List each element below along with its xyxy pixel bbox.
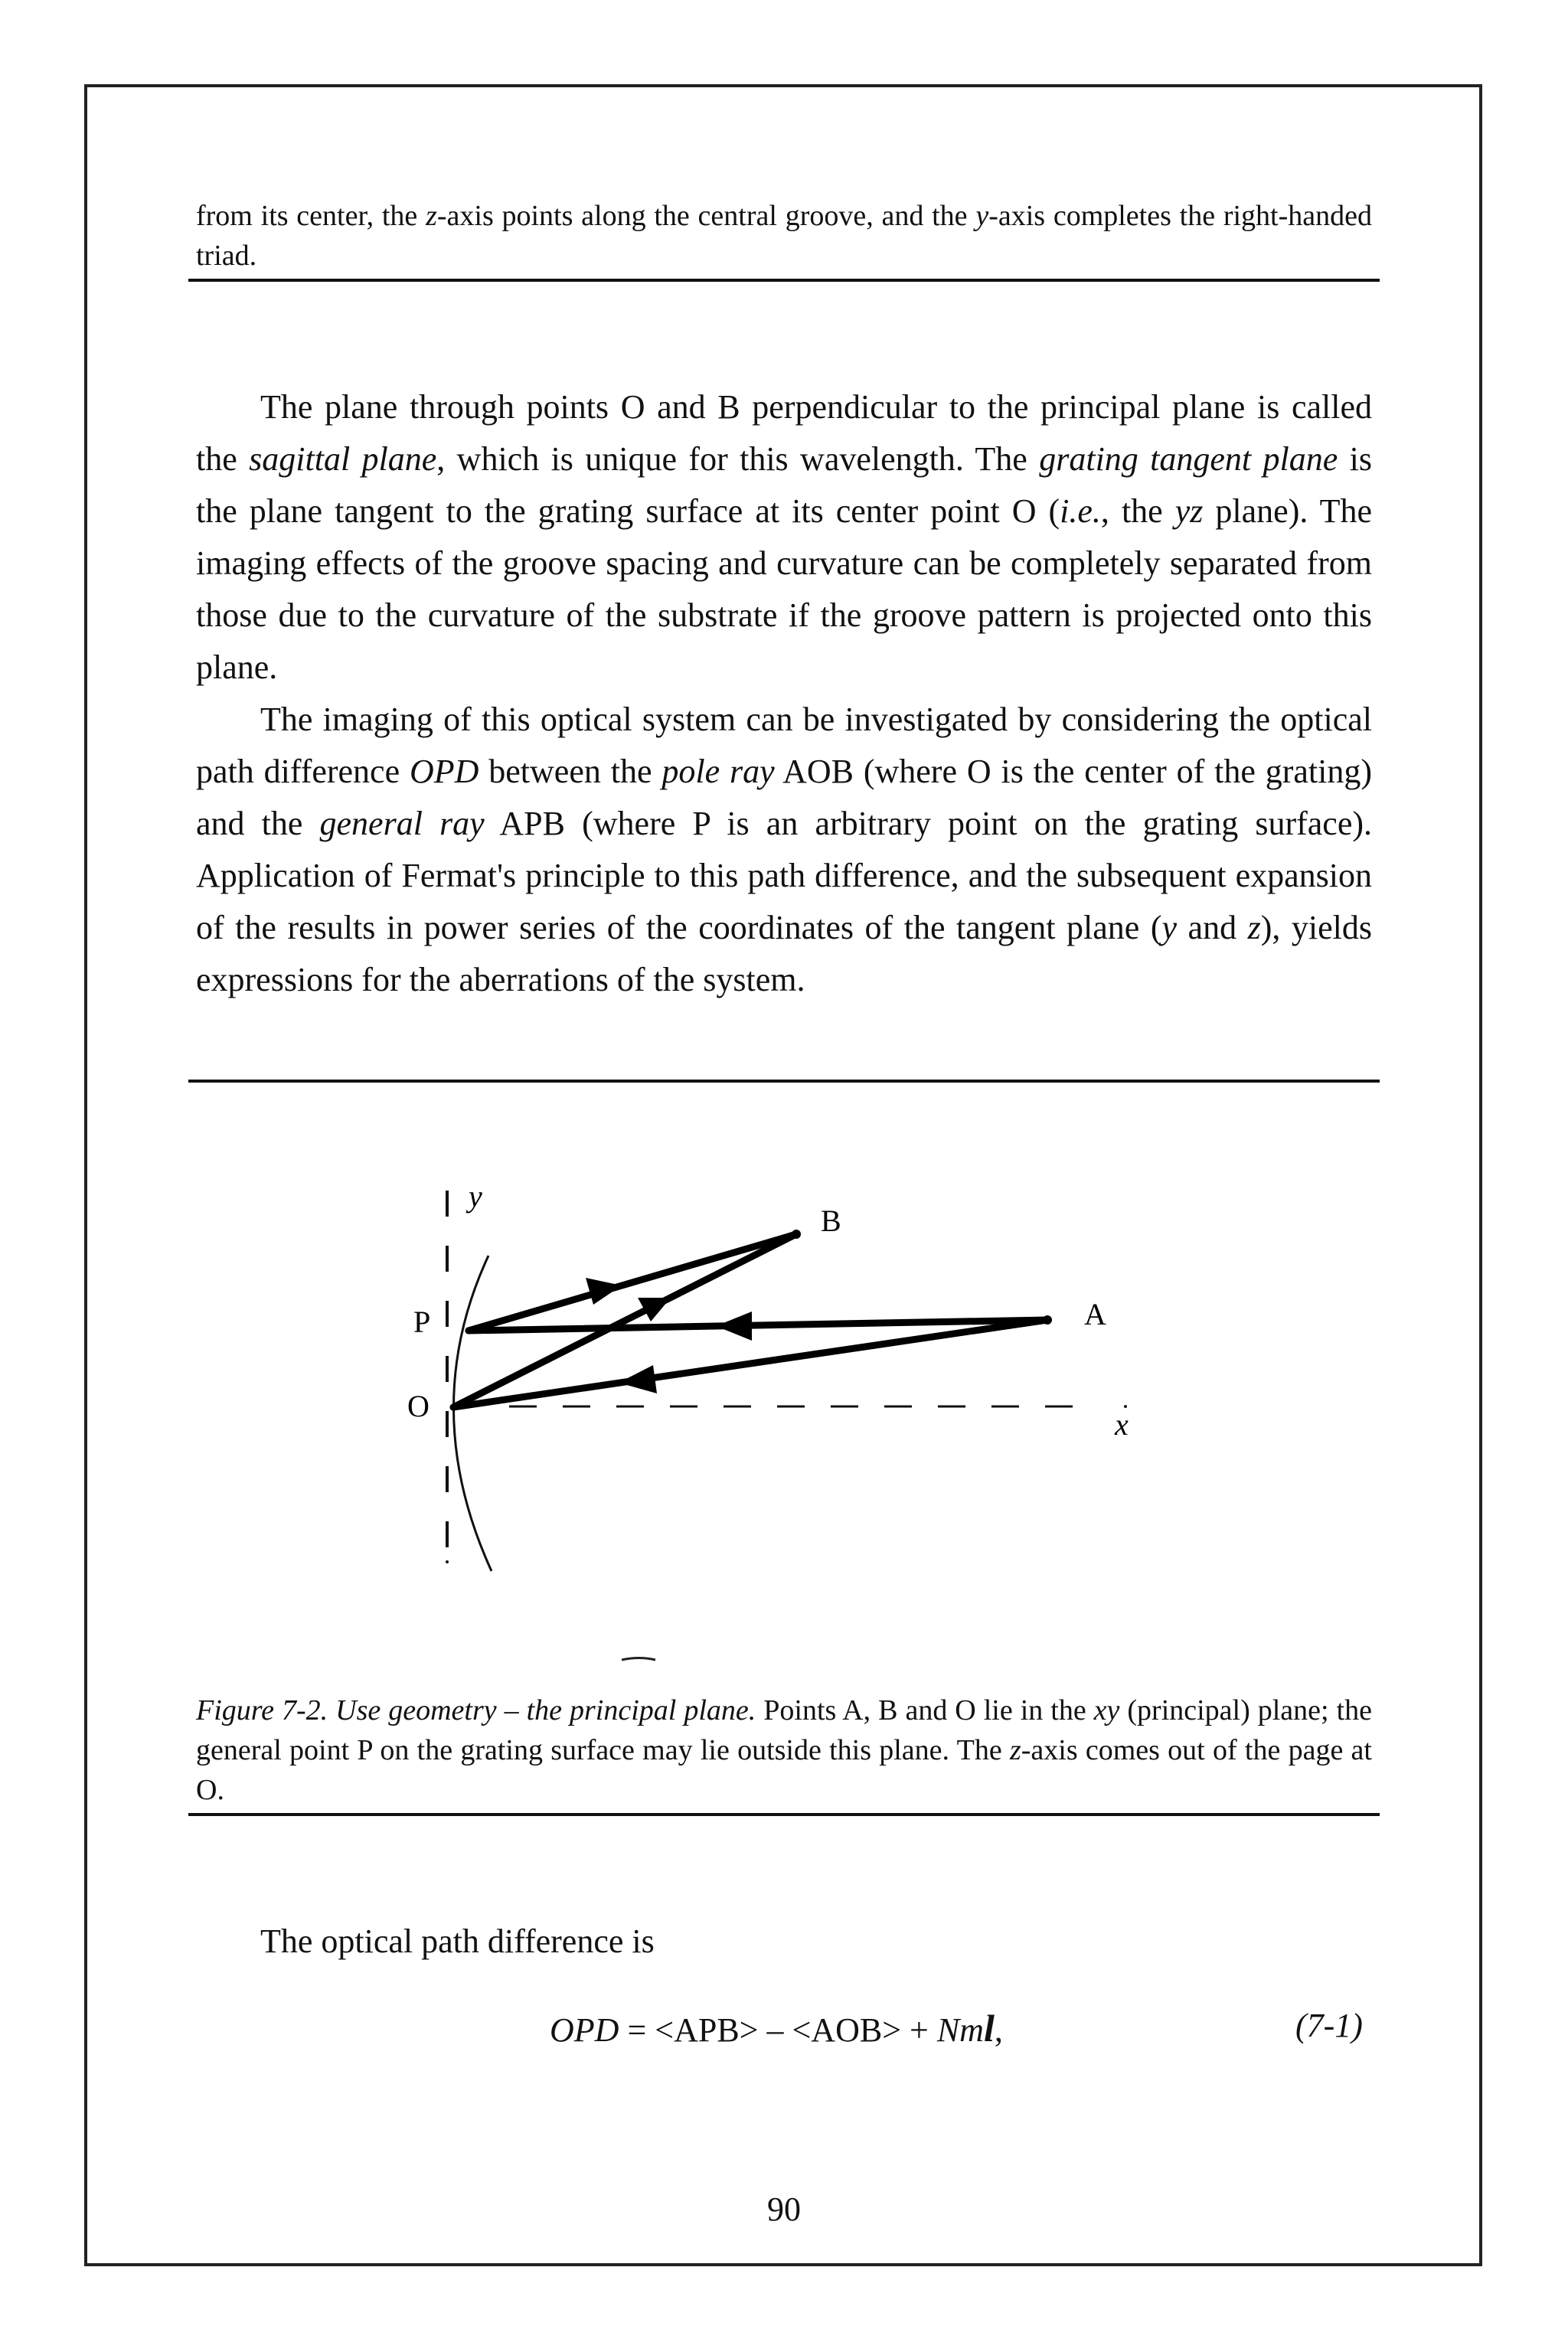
label-P: P bbox=[413, 1305, 431, 1339]
page-number: 90 bbox=[767, 2190, 801, 2228]
opd-intro: The optical path difference is bbox=[260, 1922, 655, 1960]
grating-surface bbox=[453, 1256, 492, 1571]
point-B bbox=[792, 1230, 801, 1239]
label-x: x bbox=[1115, 1407, 1129, 1442]
paragraph-sagittal: The plane through points O and B perpendicular to the principal plane is called the sagittal plane, which is unique for this wavelength. The grating tangent plane is the plane tangent to the grating surface at its center point O (i.e., the yz plane). The imaging effects of the groove spacing and curvature can be completely separated from those due to the curvature of the substrate if the groove pattern is projected onto this plane. bbox=[196, 388, 1373, 686]
figure-bottom-rule bbox=[188, 1813, 1380, 1816]
label-y: y bbox=[469, 1179, 482, 1214]
ray-A-to-P bbox=[469, 1320, 1047, 1331]
figure-stray-mark bbox=[622, 1658, 655, 1661]
figure-caption: Figure 7-2. Use geometry – the principal plane. Points A, B and O lie in the xy (principal) plane; the general point P on the grating surface may lie outside this plane. The z-axis comes out of the page at O. bbox=[196, 1694, 1373, 1806]
label-B: B bbox=[821, 1204, 841, 1238]
label-O: O bbox=[407, 1389, 430, 1423]
equation-number: (7-1) bbox=[1295, 2007, 1363, 2044]
arrowhead-A-to-P bbox=[716, 1312, 752, 1341]
equation-7-1: OPD = <APB> – <AOB> + Nml, bbox=[550, 2007, 1003, 2050]
lambda-symbol: l bbox=[983, 2007, 995, 2050]
paragraph-imaging: The imaging of this optical system can be investigated by considering the optical path difference OPD between the pole ray AOB (where O is the center of the grating) and the general ray APB (where P is an arbitrary point on the grating surface). Application of Fermat's principle to this path difference, and the subsequent expansion of the results in power series of the coordinates of the tangent plane (y and z), yields expressions for the aberrations of the system. bbox=[196, 701, 1373, 998]
figure-caption-title: Figure 7-2. Use geometry – the principal plane. bbox=[196, 1694, 756, 1726]
label-A: A bbox=[1084, 1297, 1106, 1331]
point-A bbox=[1043, 1315, 1052, 1325]
y-axis-end-dot bbox=[446, 1560, 449, 1563]
top-caption: from its center, the z-axis points along the central groove, and the y-axis completes the right-handed triad. bbox=[196, 200, 1372, 272]
arrowhead-P-to-B bbox=[586, 1278, 622, 1305]
